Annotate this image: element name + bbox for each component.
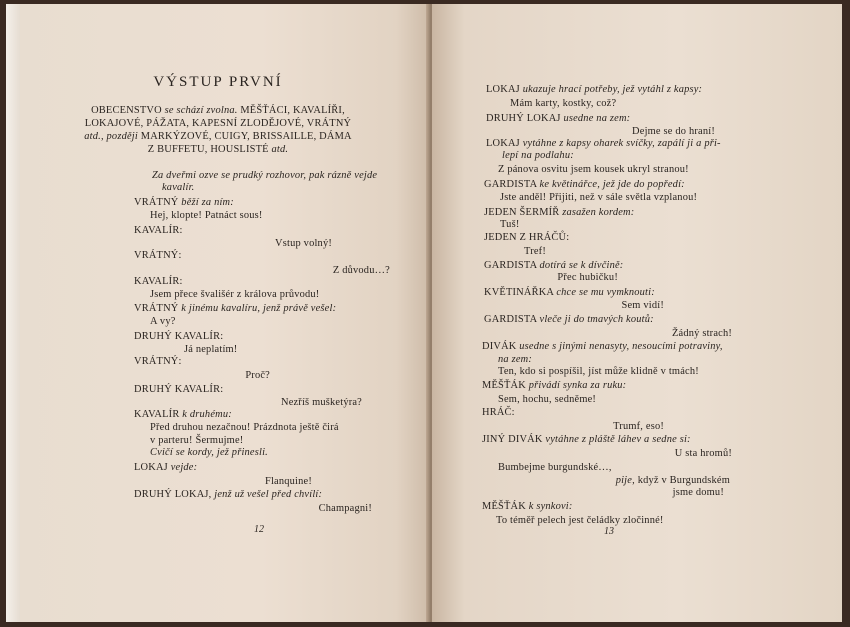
script-line bbox=[150, 316, 176, 328]
script-line bbox=[498, 354, 532, 366]
stage-direction: atd., později bbox=[84, 131, 138, 142]
script-line bbox=[484, 314, 654, 326]
script-line bbox=[622, 300, 665, 312]
dialogue-text: Jsem přece švališér z králova průvodu! bbox=[150, 289, 320, 300]
stage-direction: Za dveřmi ozve se prudký rozhovor, pak rázně vejde bbox=[152, 170, 378, 181]
script-line bbox=[496, 515, 664, 527]
script-line bbox=[484, 260, 623, 272]
dialogue-text: Před druhou nezačnou! Prázdnota ještě čirá bbox=[150, 422, 339, 433]
script-line bbox=[484, 232, 569, 244]
script-line bbox=[275, 238, 332, 250]
script-line bbox=[134, 356, 182, 368]
script-line bbox=[134, 462, 197, 474]
dialogue-text: LOKAJ bbox=[486, 84, 523, 95]
dialogue-text: Vstup volný! bbox=[275, 238, 332, 249]
stage-direction: chce se mu vymknouti: bbox=[556, 287, 655, 298]
dialogue-text: MARKÝZOVÉ, CUIGY, BRISSAILLE, DÁMA bbox=[137, 131, 352, 142]
stage-direction: zasažen kordem: bbox=[562, 207, 635, 218]
script-line bbox=[498, 462, 612, 474]
dialogue-text: JEDEN ŠERMÍŘ bbox=[484, 207, 563, 218]
dialogue-text: VRÁTNÝ: bbox=[134, 250, 182, 261]
script-line bbox=[333, 265, 390, 277]
dialogue-text: Trumf, eso! bbox=[613, 421, 664, 432]
dialogue-text: DRUHÝ KAVALÍR: bbox=[134, 331, 224, 342]
left-page bbox=[6, 4, 430, 622]
script-line bbox=[673, 487, 724, 499]
dialogue-text: Já neplatím! bbox=[184, 344, 238, 355]
script-line bbox=[150, 289, 319, 301]
dialogue-text: Z BUFFETU, HOUSLISTÉ bbox=[147, 144, 272, 155]
script-line bbox=[484, 179, 685, 191]
stage-direction: k druhému: bbox=[182, 409, 232, 420]
dialogue-text: MĚŠŤÁCI, KAVALÍŘI, bbox=[237, 105, 345, 116]
dialogue-text: A vy? bbox=[150, 316, 176, 327]
script-line bbox=[675, 448, 732, 460]
script-line bbox=[498, 394, 596, 406]
script-line bbox=[510, 98, 616, 110]
script-line bbox=[184, 344, 237, 356]
dialogue-text: GARDISTA bbox=[484, 314, 540, 325]
dialogue-text: Tuš! bbox=[500, 219, 520, 230]
stage-direction: k synkovi: bbox=[528, 501, 573, 512]
script-line bbox=[498, 366, 699, 378]
stage-direction: pije, bbox=[615, 475, 635, 486]
script-line bbox=[557, 272, 618, 284]
page-number: 12 bbox=[254, 524, 264, 535]
stage-direction: Cvičí se kordy, jež přinesli. bbox=[150, 447, 268, 458]
dialogue-text: KAVALÍR: bbox=[134, 225, 183, 236]
scene-title: VÝSTUP PRVNÍ bbox=[153, 74, 283, 90]
stage-direction: usedne s jinými nenasyty, nesoucími potraviny, bbox=[519, 341, 723, 352]
dialogue-text: když v Burgundském bbox=[634, 475, 730, 486]
script-line bbox=[613, 421, 664, 433]
dialogue-text: Sem vidí! bbox=[621, 300, 664, 311]
script-line bbox=[150, 447, 268, 459]
script-line bbox=[150, 210, 263, 222]
dialogue-text: LOKAJ bbox=[134, 462, 171, 473]
dialogue-text: LOKAJ bbox=[486, 138, 523, 149]
stage-direction: lepí na podlahu: bbox=[502, 150, 574, 161]
stage-direction: vytáhne z pláště láhev a sedne si: bbox=[545, 434, 691, 445]
script-line bbox=[486, 138, 721, 150]
dialogue-text: VRÁTNÝ bbox=[134, 197, 182, 208]
stage-direction: kavalír. bbox=[162, 182, 195, 193]
dialogue-text: Jste anděl! Přijiti, než v sále světla vzplanou! bbox=[500, 192, 698, 203]
stage-direction: vejde: bbox=[170, 462, 198, 473]
dialogue-text: LOKAJOVÉ, PÁŽATA, KAPESNÍ ZLODĚJOVÉ, VRÁTNÝ bbox=[84, 118, 352, 129]
script-line bbox=[502, 150, 574, 162]
dialogue-text: Champagni! bbox=[318, 503, 372, 514]
script-line bbox=[484, 287, 655, 299]
dialogue-text: MĚŠŤÁK bbox=[482, 501, 529, 512]
script-line bbox=[134, 276, 183, 288]
cast-list-line bbox=[6, 144, 430, 156]
script-line bbox=[482, 407, 515, 419]
stage-direction: jenž už vešel před chvílí: bbox=[214, 489, 323, 500]
stage-direction: atd. bbox=[271, 144, 289, 155]
stage-direction: přivádí synka za ruku: bbox=[528, 380, 627, 391]
dialogue-text: Sem, hochu, sedněme! bbox=[498, 394, 597, 405]
dialogue-text: Bumbejme burgundské…, bbox=[498, 462, 612, 473]
script-line bbox=[500, 219, 519, 231]
dialogue-text: GARDISTA bbox=[484, 179, 540, 190]
script-line bbox=[134, 225, 183, 237]
dialogue-text: Hej, klopte! Patnáct sous! bbox=[150, 210, 263, 221]
script-line bbox=[524, 246, 546, 258]
page-edge bbox=[6, 4, 20, 622]
dialogue-text: Z důvodu…? bbox=[332, 265, 390, 276]
script-line bbox=[482, 341, 723, 353]
dialogue-text: VRÁTNÝ: bbox=[134, 356, 182, 367]
script-line bbox=[672, 328, 732, 340]
script-line bbox=[134, 331, 223, 343]
script-line bbox=[500, 192, 697, 204]
script-line bbox=[150, 422, 339, 434]
stage-direction: ke květinářce, jež jde do popředí: bbox=[539, 179, 685, 190]
script-line bbox=[265, 476, 312, 488]
dialogue-text: Tref! bbox=[524, 246, 546, 257]
book-spread bbox=[6, 4, 842, 622]
stage-direction: se schází zvolna. bbox=[164, 105, 238, 116]
dialogue-text: Ten, kdo si pospíšil, jíst může klidně v tmách! bbox=[498, 366, 699, 377]
script-line bbox=[632, 126, 715, 138]
script-line bbox=[482, 434, 691, 446]
dialogue-text: GARDISTA bbox=[484, 260, 540, 271]
dialogue-text: To téměř pelech jest čeládky zločinné! bbox=[496, 515, 664, 526]
dialogue-text: DRUHÝ LOKAJ, bbox=[134, 489, 215, 500]
script-line bbox=[616, 475, 730, 487]
script-line bbox=[498, 164, 689, 176]
script-line bbox=[281, 397, 362, 409]
dialogue-text: Dejme se do hraní! bbox=[632, 126, 715, 137]
dialogue-text: KAVALÍR bbox=[134, 409, 183, 420]
script-line bbox=[134, 384, 223, 396]
script-line bbox=[134, 197, 234, 209]
cast-list-line bbox=[6, 118, 430, 130]
dialogue-text: KVĚTINÁŘKA bbox=[484, 287, 557, 298]
script-line bbox=[482, 501, 573, 513]
dialogue-text: v parteru! Šermujme! bbox=[150, 435, 244, 446]
dialogue-text: DIVÁK bbox=[482, 341, 520, 352]
dialogue-text: Nezříš mušketýra? bbox=[280, 397, 362, 408]
stage-direction: vleče ji do tmavých koutů: bbox=[539, 314, 654, 325]
script-line bbox=[484, 207, 634, 219]
stage-direction: ukazuje hrací potřeby, jež vytáhl z kapsy: bbox=[522, 84, 703, 95]
stage-direction: k jinému kavalíru, jenž právě vešel: bbox=[181, 303, 337, 314]
dialogue-text: DRUHÝ LOKAJ bbox=[486, 113, 564, 124]
script-line bbox=[134, 489, 322, 501]
dialogue-text: Přec hubičku! bbox=[557, 272, 618, 283]
script-line bbox=[150, 435, 243, 447]
stage-direction: běží za ním: bbox=[181, 197, 234, 208]
stage-direction: vytáhne z kapsy oharek svíčky, zapálí ji a při- bbox=[522, 138, 721, 149]
dialogue-text: OBECENSTVO bbox=[91, 105, 165, 116]
cast-list-line bbox=[6, 105, 430, 117]
dialogue-text: jsme domu! bbox=[672, 487, 724, 498]
cast-list-line bbox=[6, 131, 430, 143]
script-line bbox=[134, 250, 182, 262]
stage-direction: na zem: bbox=[498, 354, 533, 365]
stage-direction: dotírá se k dívčině: bbox=[539, 260, 624, 271]
dialogue-text: MĚŠŤÁK bbox=[482, 380, 529, 391]
dialogue-text: U sta hromů! bbox=[674, 448, 732, 459]
script-line bbox=[486, 84, 702, 96]
dialogue-text: Mám karty, kostky, což? bbox=[510, 98, 617, 109]
dialogue-text: Proč? bbox=[245, 370, 270, 381]
dialogue-text: JEDEN Z HRÁČŮ: bbox=[484, 232, 570, 243]
script-line bbox=[486, 113, 630, 125]
dialogue-text: KAVALÍR: bbox=[134, 276, 183, 287]
page-number: 13 bbox=[604, 526, 614, 537]
script-line bbox=[134, 409, 232, 421]
dialogue-text: VRÁTNÝ bbox=[134, 303, 182, 314]
dialogue-text: Žádný strach! bbox=[671, 328, 732, 339]
dialogue-text: DRUHÝ KAVALÍR: bbox=[134, 384, 224, 395]
right-page bbox=[432, 4, 842, 622]
script-line bbox=[482, 380, 626, 392]
stage-direction: usedne na zem: bbox=[563, 113, 631, 124]
script-line bbox=[319, 503, 372, 515]
dialogue-text: HRÁČ: bbox=[482, 407, 515, 418]
dialogue-text: Flanquine! bbox=[264, 476, 312, 487]
script-line bbox=[245, 370, 270, 382]
dialogue-text: JINÝ DIVÁK bbox=[482, 434, 546, 445]
dialogue-text: Z pánova osvitu jsem kousek ukryl stranou! bbox=[498, 164, 689, 175]
script-line bbox=[134, 303, 336, 315]
